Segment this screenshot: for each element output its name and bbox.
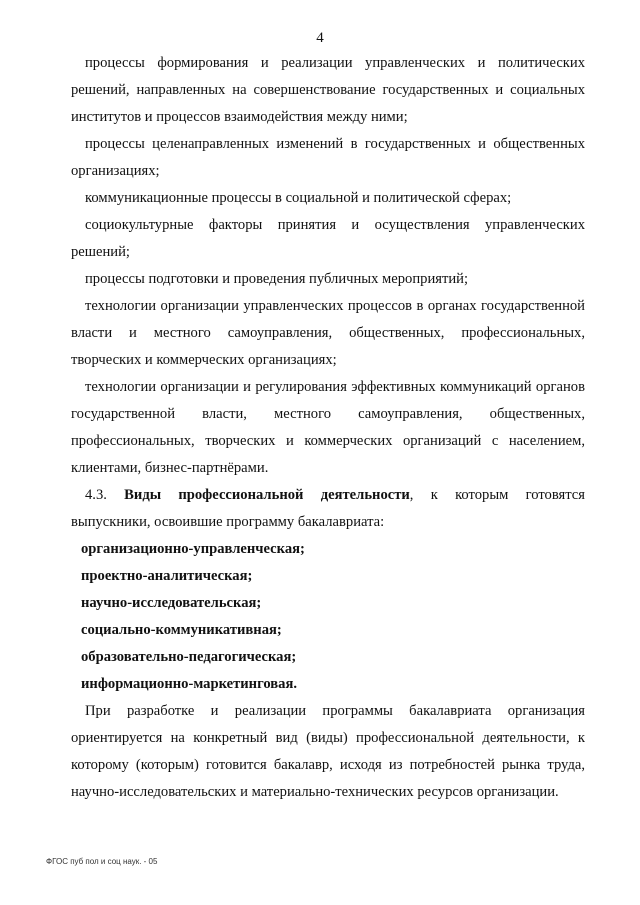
paragraph-public-events: процессы подготовки и проведения публичных мероприятий; [85, 271, 469, 287]
paragraph-communication-technologies: технологии организации и регулирования эффективных коммуникаций органов государственной власти, местного самоуправления, общественных, профессиональных, творческих и коммерческих организаций с населением, клиентами, бизнес-партнёрами. [71, 379, 585, 476]
paragraph-sociocultural-factors: социокультурные факторы принятия и осуществления управленческих решений; [71, 217, 585, 260]
list-item: информационно-маркетинговая. [81, 676, 298, 692]
paragraph-decision-processes: процессы формирования и реализации управленческих и политических решений, направленных на совершенствование государственных и социальных институтов и процессов взаимодействия между ними; [71, 55, 585, 125]
list-item: проектно-аналитическая; [81, 568, 253, 584]
section-title: Виды профессиональной деятельности [124, 487, 410, 503]
section-4-3-heading [71, 482, 585, 536]
list-item: научно-исследовательская; [81, 595, 262, 611]
page-number: 4 [316, 30, 324, 46]
list-item: образовательно-педагогическая; [81, 649, 297, 665]
list-item: социально-коммуникативная; [81, 622, 282, 638]
paragraph-communication-processes: коммуникационные процессы в социальной и политической сферах; [85, 190, 512, 206]
paragraph-change-processes: процессы целенаправленных изменений в государственных и общественных организациях; [71, 136, 585, 179]
section-number: 4.3. [85, 487, 107, 503]
list-item: организационно-управленческая; [81, 541, 305, 557]
section-rest: , к которым готовятся выпускники, освоившие программу бакалавриата: [71, 487, 585, 530]
activity-types-list [71, 536, 585, 698]
document-body [71, 50, 585, 806]
paragraph-program-orientation: При разработке и реализации программы бакалавриата организация ориентируется на конкретный вид (виды) профессиональной деятельности, к которому (которым) готовится бакалавр, исходя из потребностей рынка труда, научно-исследовательских и материально-технических ресурсов организации. [71, 703, 585, 800]
paragraph-management-technologies: технологии организации управленческих процессов в органах государственной власти и местного самоуправления, общественных, профессиональных, творческих и коммерческих организациях; [71, 298, 585, 368]
footer-code: ФГОС пуб пол и соц наук. - 05 [46, 857, 158, 866]
